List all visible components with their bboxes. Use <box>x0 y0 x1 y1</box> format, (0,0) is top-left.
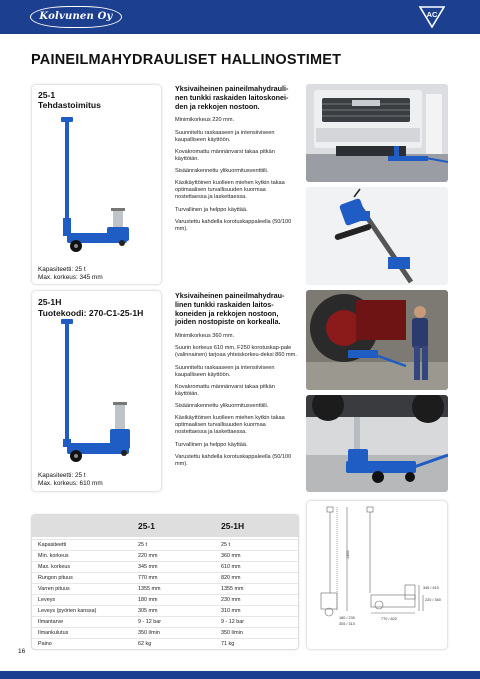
product-card-25-1h <box>31 290 162 492</box>
feature-text: Minimikorkeus 360 mm. <box>175 333 235 340</box>
product-card-25-1 <box>31 84 162 285</box>
feature-text: Varustettu kahdella korotuskappaleella (50/100 mm). <box>175 218 292 232</box>
product-subtitle: Tehdastoimitus <box>38 100 101 110</box>
page-title: PAINEILMAHYDRAULISET HALLINOSTIMET <box>31 52 342 68</box>
feature-text: Suunniteltu raskaaseen ja intensiiviseen kaupalliseen käyttöön. <box>175 129 275 143</box>
capacity-label: Kapasiteetti: 25 t <box>38 472 86 479</box>
feature-text: Turvallinen ja helppo käyttää. <box>175 206 248 213</box>
feature-text: Käsikäyttöinen kuolleen miehen kytkin takaa optimaalisen turvallisuuden kuormaa nostettaessa ja laskettaessa. <box>175 415 285 436</box>
product-code: 25-1 <box>38 90 56 100</box>
feature-text: Turvallinen ja helppo käyttää. <box>175 441 248 448</box>
table-row: Paino 62 kg 71 kg <box>32 638 299 649</box>
dimension-diagram <box>306 500 448 650</box>
product-description-25-1h <box>175 292 297 473</box>
dim-max-height: 345 / 610 <box>423 586 439 590</box>
feature-text: Minimikorkeus 220 mm. <box>175 117 235 124</box>
feature-text: Suurin korkeus 610 mm, F250 korotuskap-pale (valinnainen) tarjoaa yhteiskorkeu-deksi 860 mm. <box>175 345 297 359</box>
product-subtitle: Tuotekoodi: 270-C1-25-1H <box>38 308 144 318</box>
spec-table-header <box>32 515 298 537</box>
table-row: Rungon pituus 770 mm 820 mm <box>32 572 299 583</box>
description-heading: Yksivaiheinen paineilmahydrauli-nen tunkki raskaiden laitoskonei-den ja rekkojen nostoon. <box>175 84 289 111</box>
capacity-label: Kapasiteetti: 25 t <box>38 266 86 273</box>
feature-text: Sisäänrakennettu ylikuormitusventtiili. <box>175 168 269 175</box>
feature-text: Kovakromattu männänvarsi takaa pitkän käyttöiän. <box>175 383 275 397</box>
jack-handle-photo <box>306 187 448 285</box>
truck-photo <box>306 84 448 182</box>
dim-width-a: 180 / 230 <box>339 616 355 620</box>
footer-bar <box>0 671 480 679</box>
dim-height: 1355 <box>346 550 350 559</box>
feature-text: Käsikäyttöinen kuolleen miehen kytkin takaa optimaalisen turvallisuuden kuormaa nostettaessa ja laskettaessa. <box>175 180 285 201</box>
column-header: 25-1H <box>221 521 245 531</box>
table-row: Min. korkeus 220 mm 360 mm <box>32 550 299 561</box>
jack-illustration <box>52 113 152 263</box>
feature-text: Kovakromattu männänvarsi takaa pitkän käyttöiän. <box>175 148 275 162</box>
max-height-label: Max. korkeus: 345 mm <box>38 274 103 281</box>
table-row: Leveys (pyörien kanssa) 305 mm 310 mm <box>32 605 299 616</box>
tractor-photo <box>306 290 448 390</box>
spec-table <box>31 514 299 650</box>
ac-logo-text: AC <box>426 10 438 19</box>
table-row: Leveys 180 mm 230 mm <box>32 594 299 605</box>
table-row: Varren pituus 1355 mm 1355 mm <box>32 583 299 594</box>
ac-logo-icon <box>418 5 446 29</box>
description-heading: Yksivaiheinen paineilmahydrau-linen tunkki raskaiden laitos-koneiden ja rekkojen nostoon, joiden nostopiste on korkealla. <box>175 291 285 327</box>
product-code: 25-1H <box>38 297 62 307</box>
dim-min-height: 220 / 360 <box>425 598 441 602</box>
jack-illustration <box>52 317 152 467</box>
column-header: 25-1 <box>138 521 156 531</box>
table-row: Ilmankulutus 350 l/min 350 l/min <box>32 627 299 638</box>
product-description-25-1 <box>175 85 297 238</box>
header-bar <box>0 0 480 34</box>
brand-logo[interactable]: Kolvunen Oy <box>30 6 122 28</box>
feature-text: Suunniteltu raskaaseen ja intensiiviseen kaupalliseen käyttöön. <box>175 364 275 378</box>
jack-under-vehicle-photo <box>306 395 448 492</box>
table-row: Ilmantarve 9 - 12 bar 9 - 12 bar <box>32 616 299 627</box>
max-height-label: Max. korkeus: 610 mm <box>38 480 103 487</box>
page-number: 16 <box>18 648 26 655</box>
feature-text: Varustettu kahdella korotuskappaleella (50/100 mm). <box>175 453 292 467</box>
table-row: Max. korkeus 345 mm 610 mm <box>32 561 299 572</box>
feature-text: Sisäänrakennettu ylikuormitusventtiili. <box>175 403 269 410</box>
dim-length: 770 / 820 <box>381 617 397 621</box>
dim-width-b: 305 / 310 <box>339 622 355 626</box>
table-row: Kapasiteetti 25 t 25 t <box>32 539 299 550</box>
